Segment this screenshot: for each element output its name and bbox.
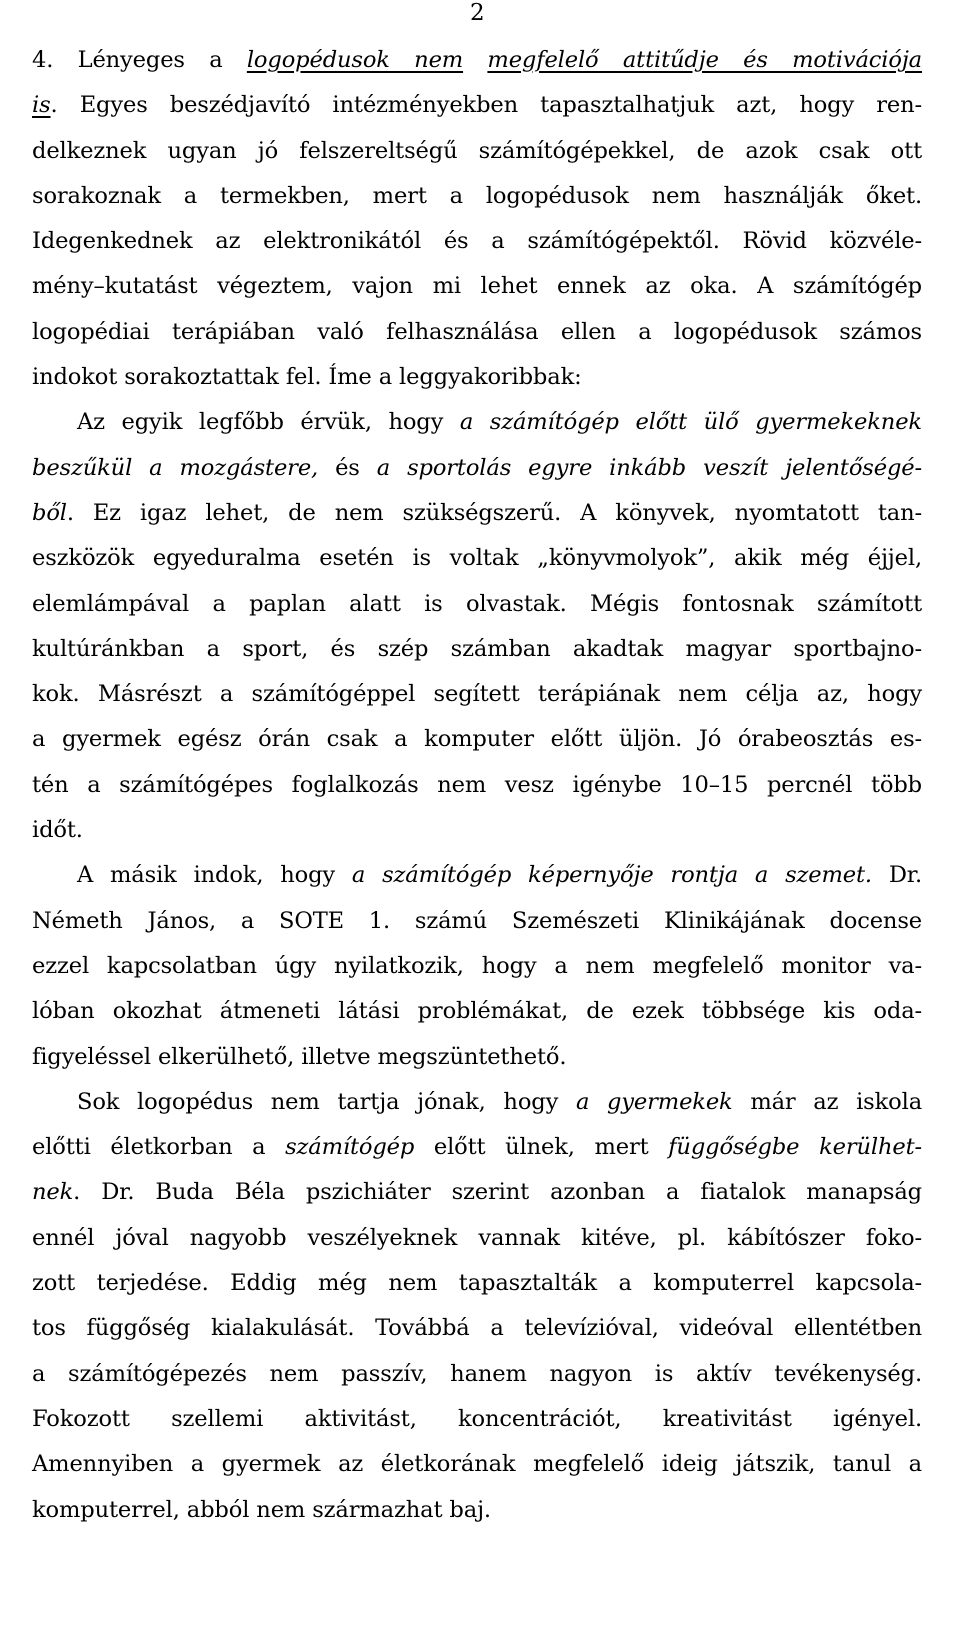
text-segment: indokot sorakoztattak fel. Íme a leggyakoribbak: bbox=[32, 364, 582, 391]
text-line bbox=[32, 582, 922, 627]
text-segment: Fokozott szellemi aktivitást, koncentrációt, kreativitást igényel. bbox=[32, 1405, 922, 1432]
text-segment: Amennyiben a gyermek az életkorának megfelelő ideig játszik, tanul a bbox=[32, 1451, 922, 1478]
text-line bbox=[32, 1170, 922, 1215]
text-line bbox=[32, 1216, 922, 1261]
text-line bbox=[32, 38, 922, 83]
text-segment: függőségbe kerülhet- bbox=[668, 1134, 922, 1161]
text-line bbox=[32, 853, 922, 898]
text-segment: kultúránkban a sport, és szép számban akadtak magyar sportbajno- bbox=[32, 635, 922, 662]
text-segment: sorakoznak a termekben, mert a logopédusok nem használják őket. bbox=[32, 182, 922, 209]
text-line bbox=[32, 129, 922, 174]
text-segment bbox=[463, 47, 487, 73]
text-segment: a gyermekek bbox=[575, 1088, 733, 1115]
text-segment: figyeléssel elkerülhető, illetve megszüntethető. bbox=[32, 1043, 567, 1070]
text-segment: Idegenkednek az elektronikától és a számítógépektől. Rövid közvéle- bbox=[32, 228, 922, 255]
text-segment: delkeznek ugyan jó felszereltségű számítógépekkel, de azok csak ott bbox=[32, 137, 922, 164]
text-line bbox=[32, 944, 922, 989]
text-line bbox=[32, 400, 922, 445]
text-segment: a számítógép képernyője rontja a szemet. bbox=[351, 862, 872, 889]
text-line bbox=[32, 717, 922, 762]
text-segment: a sportolás egyre inkább veszít jelentőségé- bbox=[376, 454, 922, 481]
text-line bbox=[32, 491, 922, 536]
text-line bbox=[32, 219, 922, 264]
text-segment: megfelelő attitűdje és motivációja bbox=[487, 47, 922, 73]
text-line bbox=[32, 1035, 922, 1080]
text-segment: beszűkül a mozgástere, bbox=[32, 454, 319, 481]
text-segment: ennél jóval nagyobb veszélyeknek vannak kitéve, pl. kábítószer foko- bbox=[32, 1224, 922, 1251]
text-segment: . Egyes beszédjavító intézményekben tapasztalhatjuk azt, hogy ren- bbox=[50, 92, 922, 119]
text-line bbox=[32, 1306, 922, 1351]
text-segment: . Ez igaz lehet, de nem szükségszerű. A könyvek, nyomtatott tan- bbox=[66, 499, 922, 526]
text-segment: mény–kutatást végeztem, vajon mi lehet ennek az oka. A számítógép bbox=[32, 273, 922, 300]
text-segment: kok. Másrészt a számítógéppel segített terápiának nem célja az, hogy bbox=[32, 681, 922, 708]
text-segment: ezzel kapcsolatban úgy nyilatkozik, hogy a nem megfelelő monitor va- bbox=[32, 952, 922, 979]
text-line bbox=[32, 536, 922, 581]
text-segment: komputerrel, abból nem származhat baj. bbox=[32, 1496, 491, 1523]
text-segment: és bbox=[318, 454, 377, 481]
text-segment: Németh János, a SOTE 1. számú Szemészeti Klinikájának docense bbox=[32, 907, 922, 934]
text-line bbox=[32, 627, 922, 672]
text-line bbox=[32, 1125, 922, 1170]
text-line bbox=[32, 83, 922, 128]
text-line bbox=[32, 446, 922, 491]
text-segment: logopédusok nem bbox=[246, 47, 464, 73]
text-segment: is bbox=[32, 92, 51, 119]
text-segment: előtt ülnek, mert bbox=[414, 1134, 669, 1161]
text-segment: előtti életkorban a bbox=[32, 1134, 286, 1161]
text-segment: elemlámpával a paplan alatt is olvastak. Mégis fontosnak számított bbox=[32, 590, 922, 617]
text-segment: a számítógépezés nem passzív, hanem nagyon is aktív tevékenység. bbox=[32, 1360, 922, 1387]
text-line bbox=[32, 174, 922, 219]
text-segment: zott terjedése. Eddig még nem tapasztalták a komputerrel kapcsola- bbox=[32, 1270, 922, 1297]
text-line bbox=[32, 808, 922, 853]
text-segment: Dr. bbox=[871, 862, 923, 889]
text-line bbox=[32, 899, 922, 944]
text-line bbox=[32, 264, 922, 309]
text-segment: a számítógép előtt ülő gyermekeknek bbox=[459, 409, 922, 436]
text-line bbox=[32, 1080, 922, 1125]
text-segment: Az egyik legfőbb érvük, hogy bbox=[77, 409, 460, 436]
text-segment: logopédiai terápiában való felhasználása ellen a logopédusok számos bbox=[32, 318, 922, 345]
text-segment: . Dr. Buda Béla pszichiáter szerint azonban a fiatalok manapság bbox=[73, 1179, 922, 1206]
text-line bbox=[32, 310, 922, 355]
text-line bbox=[32, 1352, 922, 1397]
text-segment: már az iskola bbox=[732, 1088, 923, 1115]
text-segment: eszközök egyeduralma esetén is voltak „könyvmolyok”, akik még éjjel, bbox=[32, 545, 922, 572]
text-line bbox=[32, 355, 922, 400]
text-segment: nek bbox=[32, 1179, 74, 1206]
text-line bbox=[32, 763, 922, 808]
text-line bbox=[32, 672, 922, 717]
text-segment: ből bbox=[32, 499, 67, 526]
text-segment: tos függőség kialakulását. Továbbá a televízióval, videóval ellentétben bbox=[32, 1315, 922, 1342]
text-segment: Sok logopédus nem tartja jónak, hogy bbox=[77, 1088, 576, 1115]
text-segment: lóban okozhat átmeneti látási problémákat, de ezek többsége kis oda- bbox=[32, 998, 922, 1025]
text-line bbox=[32, 1261, 922, 1306]
text-segment: A másik indok, hogy bbox=[77, 862, 352, 889]
text-segment: 4. Lényeges a bbox=[32, 47, 247, 73]
page-number: 2 bbox=[470, 0, 485, 26]
text-line bbox=[32, 1442, 922, 1487]
text-line bbox=[32, 989, 922, 1034]
text-segment: számítógép bbox=[285, 1134, 415, 1161]
text-line bbox=[32, 1397, 922, 1442]
text-segment: a gyermek egész órán csak a komputer előtt üljön. Jó órabeosztás es- bbox=[32, 726, 922, 753]
text-line bbox=[32, 1488, 922, 1533]
text-segment: tén a számítógépes foglalkozás nem vesz igénybe 10–15 percnél több bbox=[32, 771, 922, 798]
text-segment: időt. bbox=[32, 817, 83, 844]
body-text bbox=[32, 38, 922, 1533]
